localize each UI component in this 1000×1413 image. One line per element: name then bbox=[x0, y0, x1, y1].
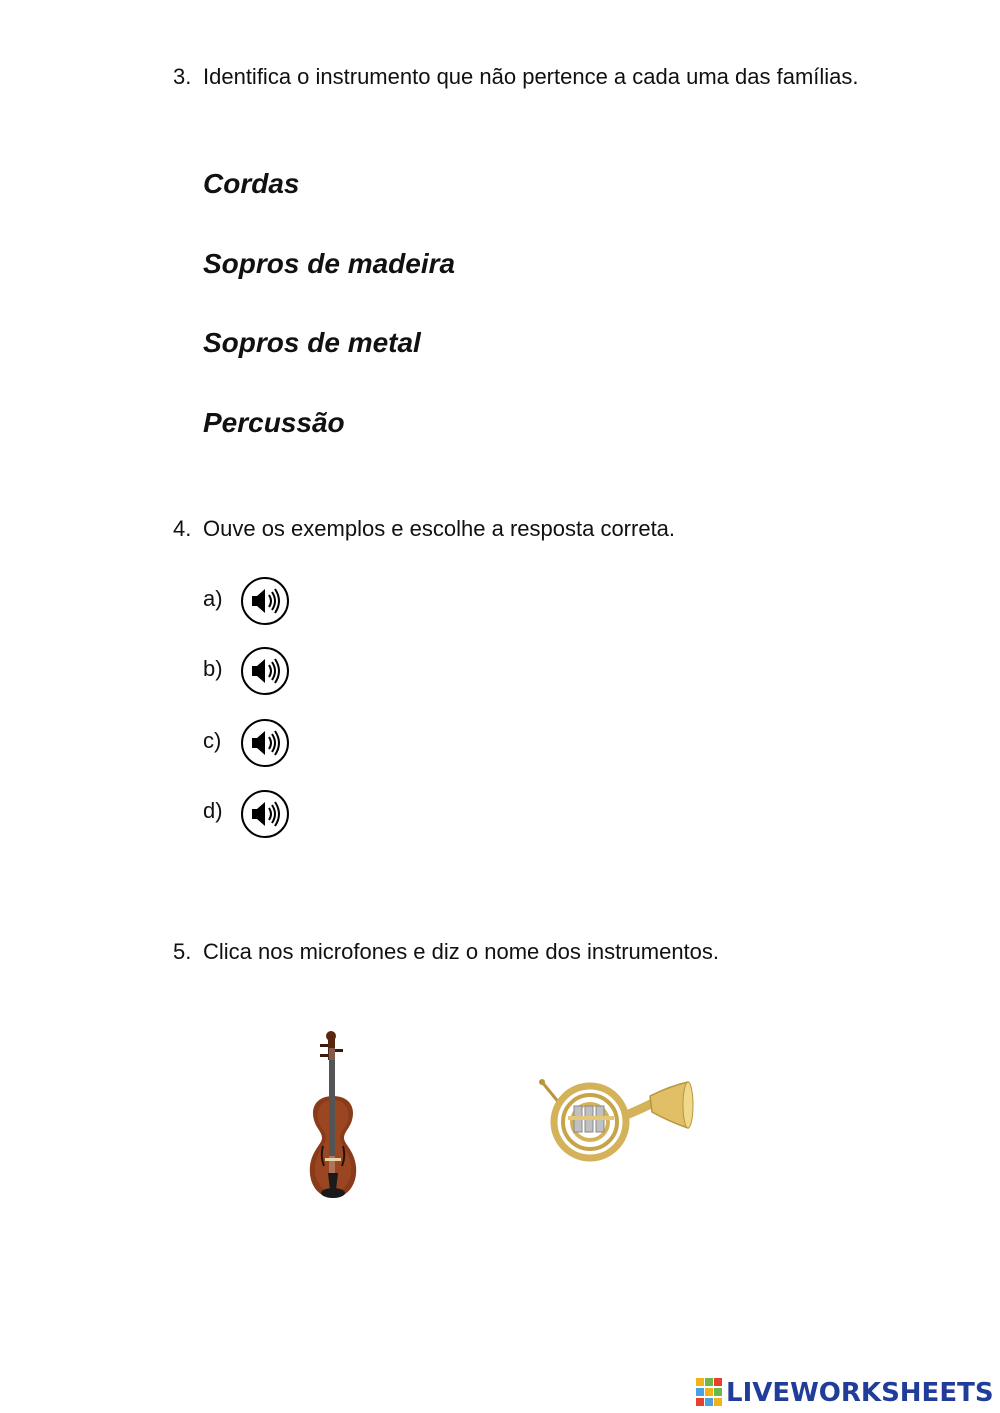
option-label-a: a) bbox=[203, 586, 223, 611]
french-horn-icon bbox=[538, 1076, 694, 1168]
option-label-b: b) bbox=[203, 656, 223, 681]
logo-mark-icon bbox=[696, 1378, 722, 1408]
question-3-text: Identifica o instrumento que não pertence a cada uma das famílias. bbox=[203, 64, 859, 89]
question-5-number: 5. bbox=[173, 939, 192, 964]
question-4-text: Ouve os exemplos e escolhe a resposta correta. bbox=[203, 516, 676, 541]
speaker-icon bbox=[240, 646, 290, 696]
french-horn-image[interactable] bbox=[538, 1076, 694, 1168]
audio-button-d[interactable] bbox=[240, 789, 290, 839]
logo-text: LIVEWORKSHEETS bbox=[726, 1378, 994, 1408]
family-label-strings: Cordas bbox=[203, 168, 300, 199]
audio-button-a[interactable] bbox=[240, 576, 290, 626]
question-4-number: 4. bbox=[173, 516, 192, 541]
speaker-icon bbox=[240, 789, 290, 839]
question-5-text: Clica nos microfones e diz o nome dos instrumentos. bbox=[203, 939, 720, 964]
violin-image[interactable] bbox=[298, 1028, 368, 1203]
audio-button-b[interactable] bbox=[240, 646, 290, 696]
family-label-brass: Sopros de metal bbox=[203, 327, 421, 358]
speaker-icon bbox=[240, 576, 290, 626]
speaker-icon bbox=[240, 718, 290, 768]
liveworksheets-logo bbox=[696, 1376, 994, 1410]
family-label-woodwinds: Sopros de madeira bbox=[203, 248, 456, 279]
audio-button-c[interactable] bbox=[240, 718, 290, 768]
violin-icon bbox=[298, 1028, 368, 1203]
option-label-d: d) bbox=[203, 798, 223, 823]
family-label-percussion: Percussão bbox=[203, 407, 345, 438]
question-3-number: 3. bbox=[173, 64, 192, 89]
option-label-c: c) bbox=[203, 728, 222, 753]
